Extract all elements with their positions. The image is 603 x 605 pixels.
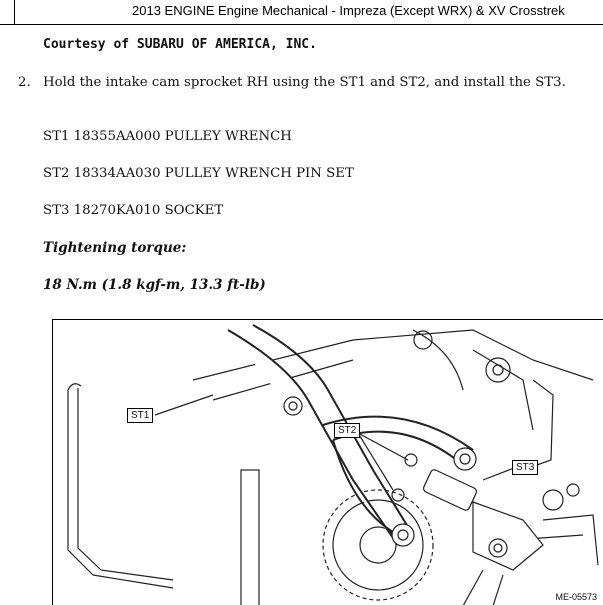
tool-st2: ST2 18334AA030 PULLEY WRENCH PIN SET xyxy=(43,166,354,181)
step-text: Hold the intake cam sprocket RH using the ST1 and ST2, and install the ST3. xyxy=(43,75,566,90)
page-header xyxy=(0,0,603,25)
callout-st2: ST2 xyxy=(334,423,360,438)
step-number: 2. xyxy=(18,75,31,90)
header-left-rule xyxy=(0,0,15,24)
torque-label: Tightening torque: xyxy=(43,240,187,256)
tool-st1: ST1 18355AA000 PULLEY WRENCH xyxy=(43,129,292,144)
torque-value: 18 N.m (1.8 kgf-m, 13.3 ft-lb) xyxy=(43,277,266,293)
illustration xyxy=(52,319,603,605)
courtesy-line: Courtesy of SUBARU OF AMERICA, INC. xyxy=(43,37,317,52)
tool-st3: ST3 18270KA010 SOCKET xyxy=(43,203,224,218)
callout-st1: ST1 xyxy=(127,408,153,423)
figure-id: ME-05573 xyxy=(555,592,597,602)
header-title: 2013 ENGINE Engine Mechanical - Impreza (Except WRX) & XV Crosstrek xyxy=(132,3,565,18)
callout-st3: ST3 xyxy=(512,460,538,475)
